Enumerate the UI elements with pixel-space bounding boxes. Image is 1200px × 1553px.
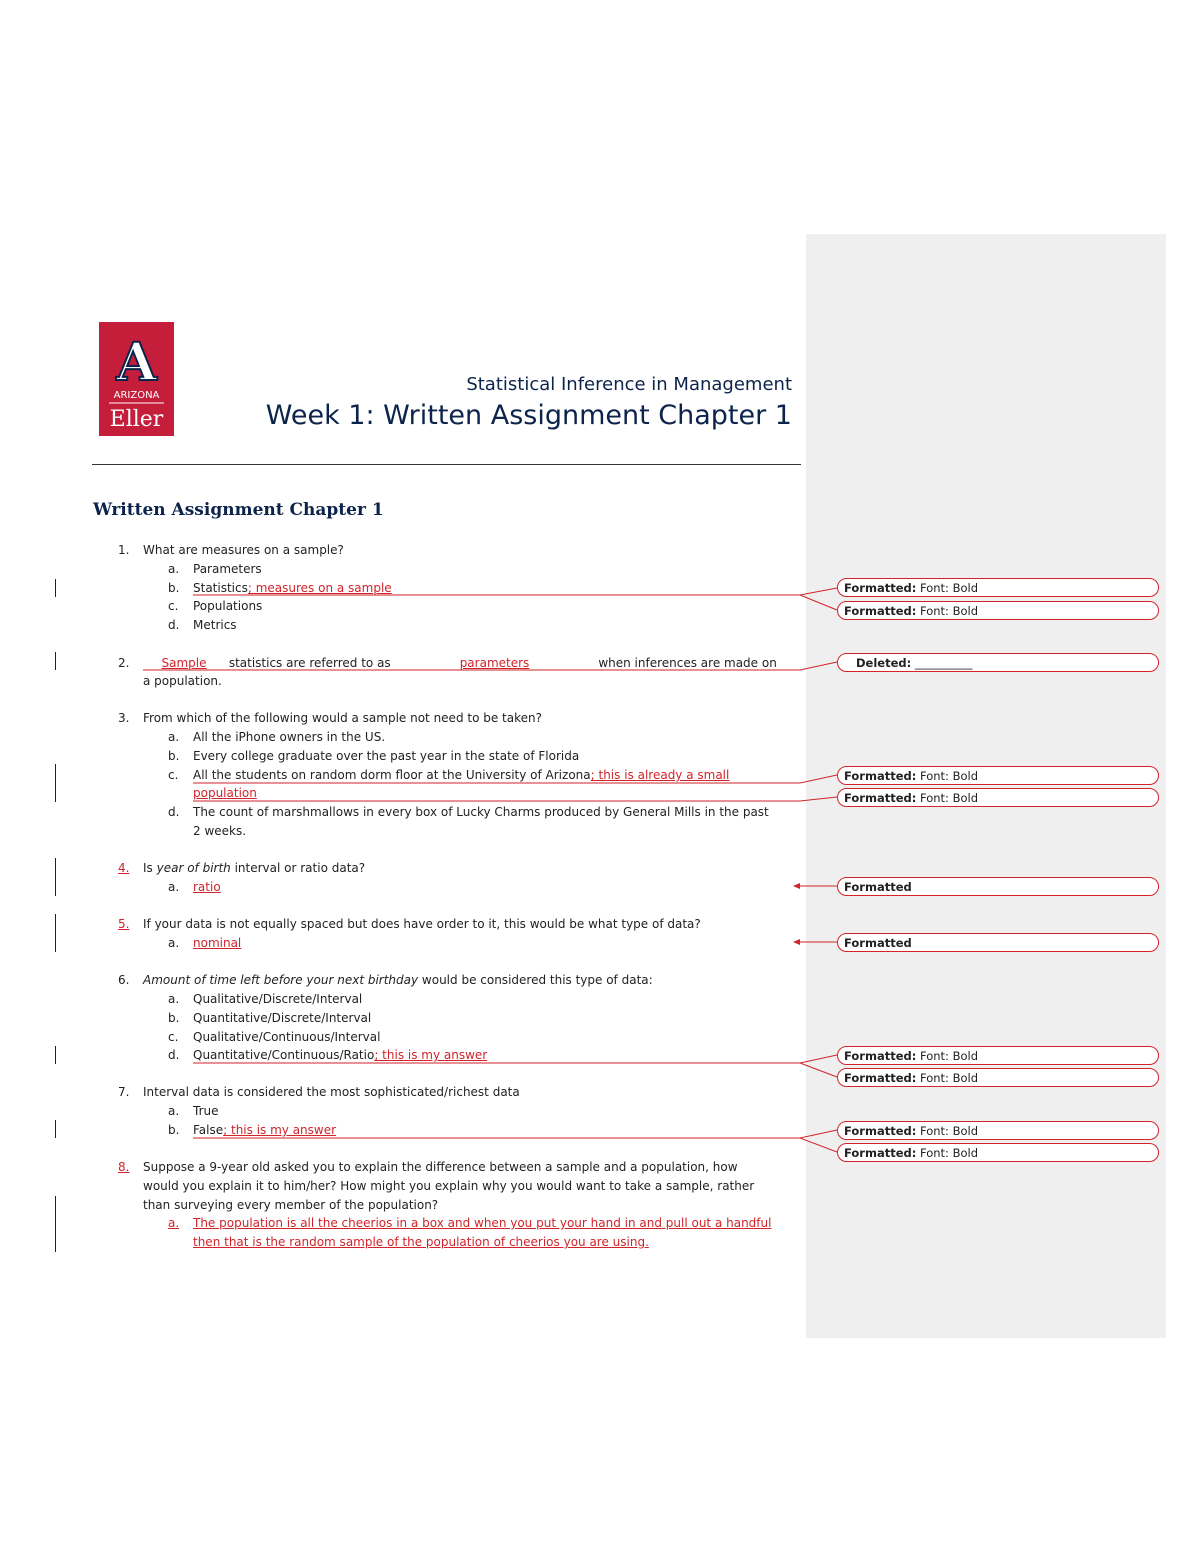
q6-b-letter: b. bbox=[168, 1011, 180, 1025]
q7-a-letter: a. bbox=[168, 1104, 180, 1118]
q5-a-line bbox=[193, 934, 241, 952]
change-bar bbox=[55, 1196, 56, 1252]
section-heading: Written Assignment Chapter 1 bbox=[93, 500, 384, 520]
q4-italic: year of birth bbox=[156, 861, 231, 875]
q7-b-line bbox=[193, 1121, 336, 1139]
q7-b-letter: b. bbox=[168, 1123, 180, 1137]
q5-a-letter: a. bbox=[168, 936, 180, 950]
q1-c-letter: c. bbox=[168, 599, 179, 613]
q3-a-text: All the iPhone owners in the US. bbox=[193, 730, 386, 744]
q7-a-text: True bbox=[193, 1104, 219, 1118]
balloon-label: Formatted bbox=[844, 936, 912, 950]
q8-number: 8. bbox=[118, 1160, 130, 1174]
balloon-detail: Font: Bold bbox=[916, 604, 978, 618]
balloon-detail: Font: Bold bbox=[916, 791, 978, 805]
q1-b-letter: b. bbox=[168, 581, 180, 595]
balloon-label: Formatted: bbox=[844, 1071, 917, 1085]
logo-eller: Eller bbox=[109, 407, 164, 432]
comment-deleted[interactable] bbox=[837, 653, 1159, 672]
q3-c-line2 bbox=[193, 784, 257, 802]
document-title: Week 1: Written Assignment Chapter 1 bbox=[265, 400, 792, 431]
q6-italic: Amount of time left before your next birthday bbox=[143, 973, 419, 987]
comment-formatted-bold[interactable] bbox=[837, 766, 1159, 785]
q7-number: 7. bbox=[118, 1085, 130, 1099]
logo-letter: A bbox=[116, 332, 157, 393]
q3-c-line bbox=[193, 766, 729, 784]
logo-arizona: ARIZONA bbox=[113, 390, 160, 401]
balloon-label: Formatted: bbox=[844, 581, 917, 595]
balloon-detail: Font: Bold bbox=[916, 769, 978, 783]
change-bar bbox=[55, 1046, 56, 1064]
q8-a-line1 bbox=[193, 1214, 771, 1232]
q8-a-line2 bbox=[193, 1233, 649, 1251]
q6-c-letter: c. bbox=[168, 1030, 179, 1044]
q1-a-letter: a. bbox=[168, 562, 180, 576]
q7-b-inserted: ; this is my answer bbox=[223, 1123, 337, 1137]
q3-d-text: The count of marshmallows in every box of Lucky Charms produced by General Mills in the past bbox=[193, 805, 769, 819]
q2-text-cont: a population. bbox=[143, 674, 222, 688]
q6-post: would be considered this type of data: bbox=[418, 973, 653, 987]
q2-number: 2. bbox=[118, 656, 130, 670]
q3-d-text-cont: 2 weeks. bbox=[193, 824, 247, 838]
q6-d-letter: d. bbox=[168, 1048, 180, 1062]
balloon-label: Formatted: bbox=[844, 604, 917, 618]
q1-b-text: Statistics bbox=[193, 581, 248, 595]
q8-a-inserted-1: The population is all the cheerios in a box and when you put your hand in and pull out a handful bbox=[193, 1216, 772, 1230]
q1-a-text: Parameters bbox=[193, 562, 262, 576]
q2-blank-parameters: parameters bbox=[459, 656, 530, 670]
q1-d-text: Metrics bbox=[193, 618, 237, 632]
comment-formatted-bold[interactable] bbox=[837, 1046, 1159, 1065]
q8-a-letter: a. bbox=[168, 1216, 180, 1230]
q8-text-line3: than surveying every member of the population? bbox=[143, 1198, 439, 1212]
q4-line bbox=[143, 859, 365, 877]
q2-line bbox=[143, 654, 777, 672]
q6-a-text: Qualitative/Discrete/Interval bbox=[193, 992, 363, 1006]
balloon-detail: Font: Bold bbox=[916, 1049, 978, 1063]
balloon-label: Formatted: bbox=[844, 769, 917, 783]
comment-formatted-bold[interactable] bbox=[837, 601, 1159, 620]
q2-blank-sample: Sample bbox=[161, 656, 207, 670]
q6-d-line bbox=[193, 1046, 487, 1064]
balloon-detail: Font: Bold bbox=[916, 1071, 978, 1085]
markup-pane bbox=[806, 234, 1166, 1338]
q3-d-letter: d. bbox=[168, 805, 180, 819]
q5-a-inserted: nominal bbox=[193, 936, 242, 950]
q1-b-inserted: ; measures on a sample bbox=[247, 581, 392, 595]
q7-b-text: False bbox=[193, 1123, 224, 1137]
q6-d-inserted: ; this is my answer bbox=[374, 1048, 488, 1062]
comment-formatted-bold[interactable] bbox=[837, 1068, 1159, 1087]
q4-a-inserted: ratio bbox=[193, 880, 221, 894]
q1-d-letter: d. bbox=[168, 618, 180, 632]
q2-text-end: when inferences are made on bbox=[594, 656, 777, 670]
change-bar bbox=[55, 764, 56, 802]
q8-text-line2: would you explain it to him/her? How might you explain why you would want to take a sample, rather bbox=[143, 1179, 755, 1193]
balloon-label: Formatted: bbox=[844, 1124, 917, 1138]
comment-formatted[interactable] bbox=[837, 933, 1159, 952]
q3-text: From which of the following would a sample not need to be taken? bbox=[143, 711, 542, 725]
q4-post: interval or ratio data? bbox=[230, 861, 366, 875]
comment-formatted-bold[interactable] bbox=[837, 1143, 1159, 1162]
q5-text: If your data is not equally spaced but does have order to it, this would be what type of data? bbox=[143, 917, 701, 931]
balloon-label: Deleted: bbox=[856, 656, 912, 670]
q6-number: 6. bbox=[118, 973, 130, 987]
q5-number: 5. bbox=[118, 917, 130, 931]
comment-formatted[interactable] bbox=[837, 877, 1159, 896]
q2-text-mid: statistics are referred to as bbox=[225, 656, 395, 670]
q3-c-inserted-2: population bbox=[193, 786, 257, 800]
q8-text-line1: Suppose a 9-year old asked you to explain the difference between a sample and a population, how bbox=[143, 1160, 738, 1174]
q8-a-inserted-2: then that is the random sample of the population of cheerios you are using. bbox=[193, 1235, 649, 1249]
q3-b-text: Every college graduate over the past year in the state of Florida bbox=[193, 749, 580, 763]
balloon-detail: Font: Bold bbox=[916, 1124, 978, 1138]
q6-d-text: Quantitative/Continuous/Ratio bbox=[193, 1048, 375, 1062]
university-logo bbox=[99, 322, 174, 436]
balloon-detail: __________ bbox=[914, 656, 973, 670]
balloon-label: Formatted: bbox=[844, 1049, 917, 1063]
q6-c-text: Qualitative/Continuous/Interval bbox=[193, 1030, 381, 1044]
q3-a-letter: a. bbox=[168, 730, 180, 744]
q1-number: 1. bbox=[118, 543, 130, 557]
balloon-label: Formatted bbox=[844, 880, 912, 894]
q3-number: 3. bbox=[118, 711, 130, 725]
q1-text: What are measures on a sample? bbox=[143, 543, 344, 557]
q4-a-letter: a. bbox=[168, 880, 180, 894]
q7-text: Interval data is considered the most sophisticated/richest data bbox=[143, 1085, 520, 1099]
q6-b-text: Quantitative/Discrete/Interval bbox=[193, 1011, 372, 1025]
q1-c-text: Populations bbox=[193, 599, 263, 613]
change-bar bbox=[55, 579, 56, 597]
course-title: Statistical Inference in Management bbox=[466, 374, 792, 395]
comment-formatted-bold[interactable] bbox=[837, 1121, 1159, 1140]
change-bar bbox=[55, 858, 56, 896]
balloon-detail: Font: Bold bbox=[916, 1146, 978, 1160]
q3-c-letter: c. bbox=[168, 768, 179, 782]
q3-c-inserted: ; this is already a small bbox=[590, 768, 730, 782]
header-divider bbox=[92, 464, 801, 465]
q1-b-line bbox=[193, 579, 392, 597]
change-bar bbox=[55, 652, 56, 670]
balloon-label: Formatted: bbox=[844, 1146, 917, 1160]
q3-c-text: All the students on random dorm floor at the University of Arizona bbox=[193, 768, 591, 782]
q3-b-letter: b. bbox=[168, 749, 180, 763]
comment-formatted-bold[interactable] bbox=[837, 788, 1159, 807]
comment-formatted-bold[interactable] bbox=[837, 578, 1159, 597]
q4-a-line bbox=[193, 878, 221, 896]
balloon-label: Formatted: bbox=[844, 791, 917, 805]
change-bar bbox=[55, 1120, 56, 1138]
q4-number: 4. bbox=[118, 861, 130, 875]
q6-a-letter: a. bbox=[168, 992, 180, 1006]
balloon-detail: Font: Bold bbox=[916, 581, 978, 595]
change-bar bbox=[55, 914, 56, 952]
q6-line bbox=[143, 971, 653, 989]
q4-pre: Is bbox=[143, 861, 157, 875]
